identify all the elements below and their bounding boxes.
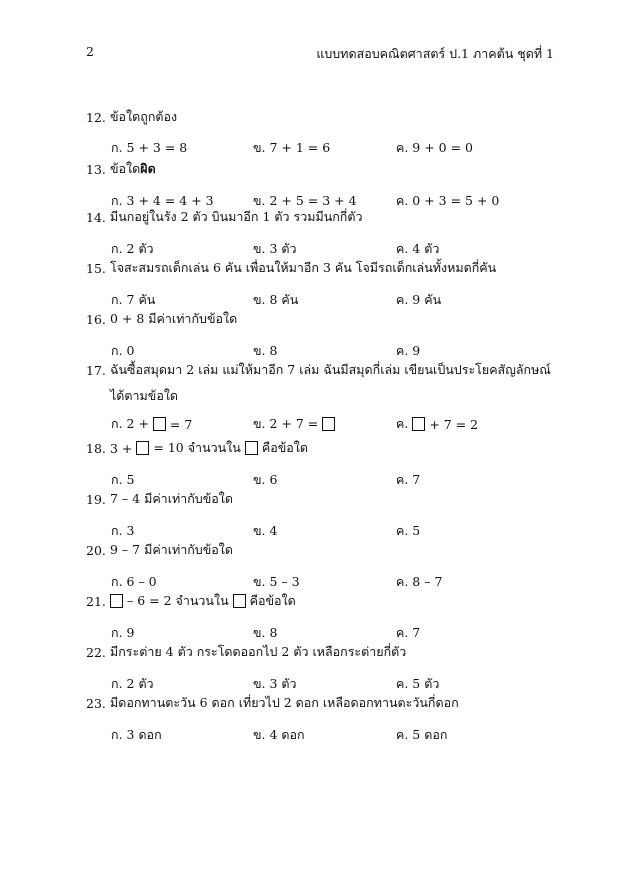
question-16 [86,309,586,361]
question-15 [86,258,586,310]
choice-a: ก. 5 + 3 = 8 [111,140,188,155]
question-text: 7 – 4 มีค่าเท่ากับข้อใด [110,491,234,506]
choice-a: ก. 6 – 0 [111,574,157,589]
choice-a [111,414,192,434]
question-number: 12. [86,109,106,125]
question-13 [86,159,586,211]
choice-a: ก. 3 ดอก [111,727,162,742]
question-number: 13. [86,161,106,177]
question-number: 21. [86,593,106,609]
choice-c: ค. 7 [396,472,421,487]
choice-a: ก. 3 [111,523,135,538]
choice-c: ค. 5 [396,523,421,538]
choice-a: ก. 2 ตัว [111,676,154,691]
blank-box [245,441,258,455]
blank-box [412,417,425,431]
question-17 [86,360,586,434]
choice-b: ข. 7 + 1 = 6 [253,140,331,155]
choice-b: ข. 8 [253,625,278,640]
question-text-post: คือข้อใด [261,440,308,455]
choice-c: ค. 8 – 7 [396,574,443,589]
question-number: 14. [86,209,106,225]
question-number: 17. [86,362,106,378]
choice-a: ก. 7 คัน [111,292,156,307]
question-18 [86,438,586,490]
question-text-pre: 3 + [110,440,133,456]
question-text: มีกระต่าย 4 ตัว กระโดดออกไป 2 ตัว เหลือกระต่ายกี่ตัว [110,644,407,659]
question-number: 16. [86,311,106,327]
choice-c: ค. 7 [396,625,421,640]
choice-b: ข. 2 + 5 = 3 + 4 [253,193,357,208]
choice-a: ก. 5 [111,472,135,487]
choice-c: ค. 9 คัน [396,292,442,307]
choice-c: ค. 4 ตัว [396,241,440,256]
blank-box [233,594,246,608]
choice-a-post: = 7 [169,416,193,432]
choice-b: ข. 3 ตัว [253,241,297,256]
question-text-mid: – 6 = 2 จำนวนใน [127,593,229,608]
choice-b: ข. 4 ดอก [253,727,305,742]
question-20 [86,540,586,592]
choice-a: ก. 2 ตัว [111,241,154,256]
question-number: 20. [86,542,106,558]
choice-c-pre: ค. [396,416,409,431]
blank-box [110,594,123,608]
choice-b-pre: ข. 2 + 7 = [253,416,319,431]
question-number: 22. [86,644,106,660]
question-text-mid: = 10 จำนวนใน [153,440,241,455]
choice-a: ก. 0 [111,343,135,358]
question-23 [86,693,586,745]
question-text: ฉันซื้อสมุดมา 2 เล่ม แม่ให้มาอีก 7 เล่ม ฉันมีสมุดกี่เล่ม เขียนเป็นประโยคสัญลักษณ์ [110,362,551,377]
question-21 [86,591,586,643]
choice-b: ข. 8 [253,343,278,358]
choice-c: ค. 9 + 0 = 0 [396,140,474,155]
blank-box [322,417,335,431]
question-number: 18. [86,440,106,456]
question-text: มีดอกทานตะวัน 6 ดอก เที่ยวไป 2 ดอก เหลือดอกทานตะวันกี่ดอก [110,695,459,710]
question-22 [86,642,586,694]
choice-b: ข. 3 ตัว [253,676,297,691]
choice-c: ค. 0 + 3 = 5 + 0 [396,193,500,208]
question-text: โจสะสมรถเด็กเล่น 6 คัน เพื่อนให้มาอีก 3 คัน โจมีรถเด็กเล่นทั้งหมดกี่คัน [110,260,497,275]
blank-box [153,417,166,431]
choice-a: ก. 9 [111,625,135,640]
question-19 [86,489,586,541]
choice-c-post: + 7 = 2 [429,416,479,432]
question-number: 15. [86,260,106,276]
question-text-emphasis: ผิด [140,161,156,176]
question-text: ข้อใดถูกต้อง [110,109,178,124]
choice-c [396,414,478,434]
choice-a-pre: ก. 2 + [111,416,149,431]
question-text-post: คือข้อใด [249,593,296,608]
question-12 [86,107,586,158]
choice-c: ค. 5 ดอก [396,727,448,742]
choice-c: ค. 9 [396,343,421,358]
blank-box [136,441,149,455]
header-title: แบบทดสอบคณิตศาสตร์ ป.1 ภาคต้น ชุดที่ 1 [316,46,554,61]
question-text: ข้อใด [110,161,141,176]
choice-b: ข. 8 คัน [253,292,299,307]
choice-c: ค. 5 ตัว [396,676,440,691]
question-text: 0 + 8 มีค่าเท่ากับข้อใด [110,311,238,326]
question-text: มีนกอยู่ในรัง 2 ตัว บินมาอีก 1 ตัว รวมมีนกกี่ตัว [110,209,363,224]
choice-b: ข. 5 – 3 [253,574,300,589]
page-number: 2 [86,44,94,59]
question-14 [86,207,586,259]
question-text-line2: ได้ตามข้อใด [110,388,179,403]
question-number: 23. [86,695,106,711]
choice-b: ข. 6 [253,472,278,487]
question-text: 9 – 7 มีค่าเท่ากับข้อใด [110,542,234,557]
choice-b [253,414,339,434]
choice-a: ก. 3 + 4 = 4 + 3 [111,193,214,208]
question-number: 19. [86,491,106,507]
choice-b: ข. 4 [253,523,278,538]
